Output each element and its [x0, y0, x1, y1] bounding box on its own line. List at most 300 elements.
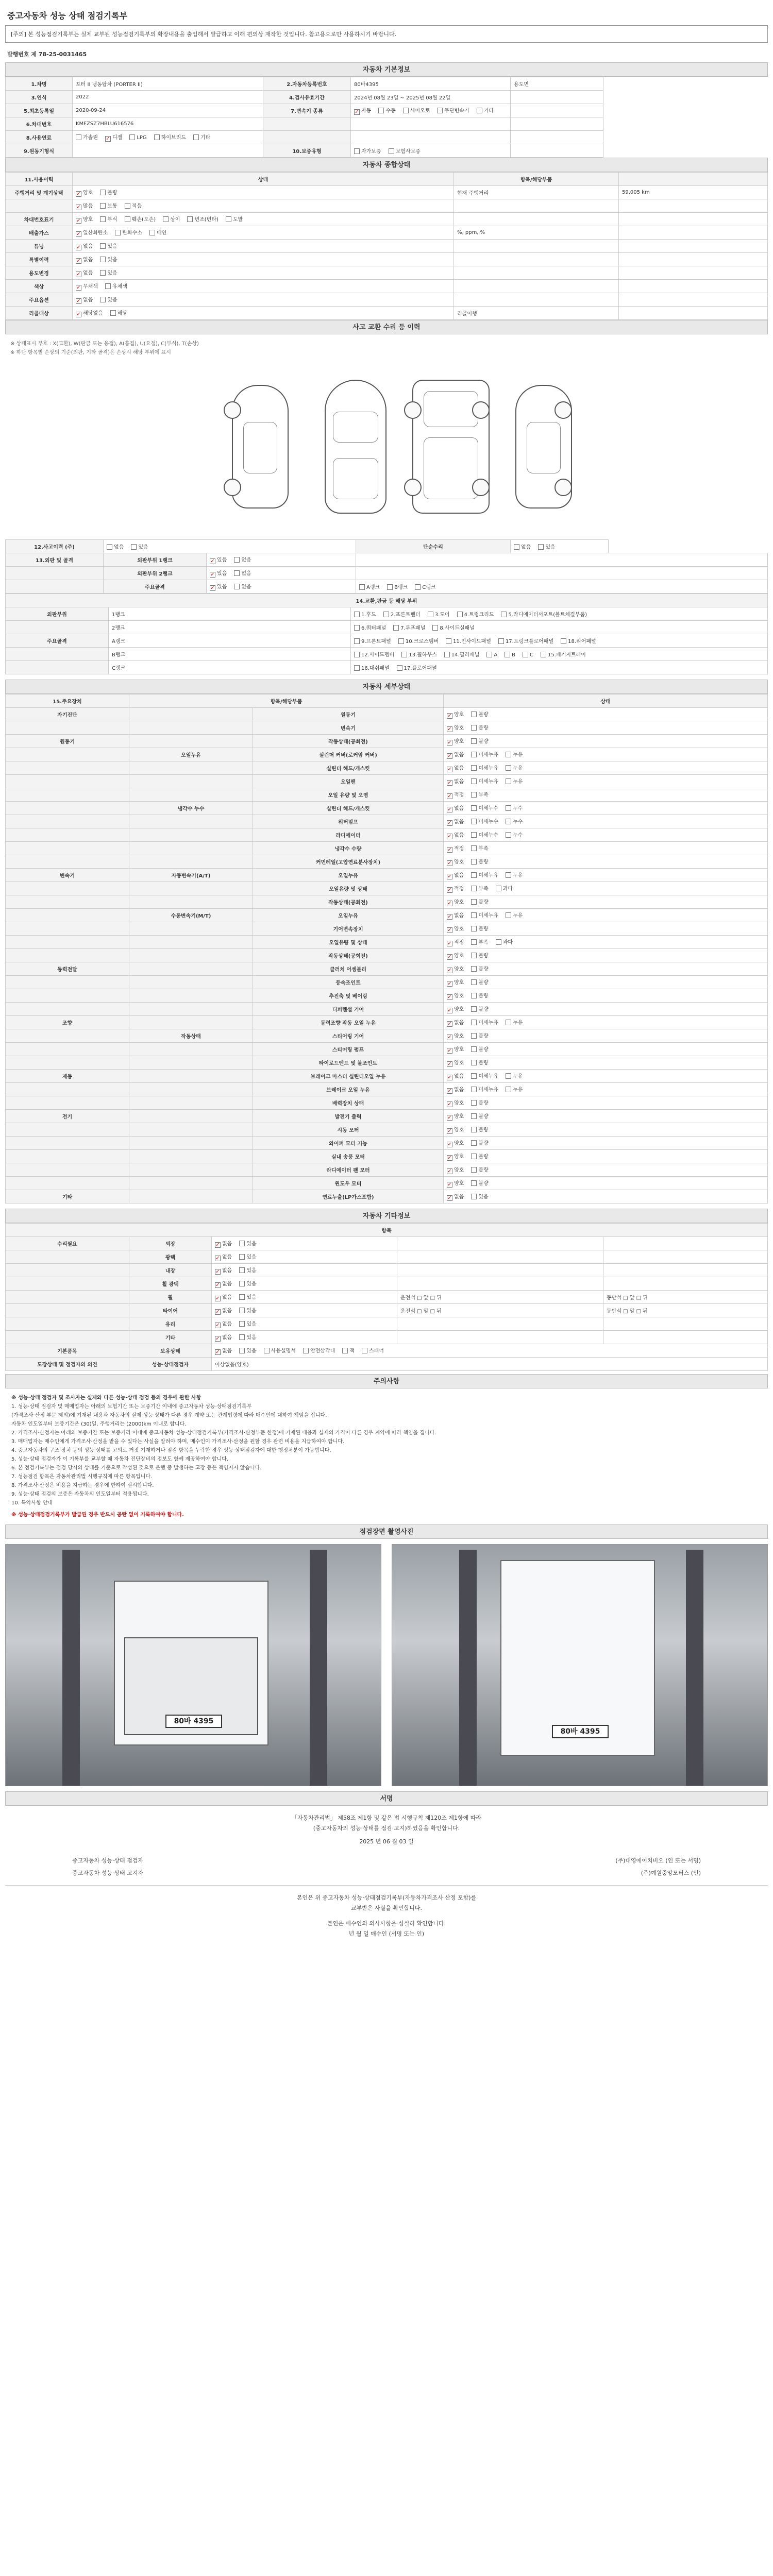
checkbox-icon: [506, 765, 511, 771]
detail-group: [6, 1137, 129, 1150]
option-checkbox[interactable]: [447, 790, 464, 799]
option-checkbox[interactable]: [447, 723, 464, 732]
general-right-value: [619, 226, 768, 240]
option-checkbox[interactable]: [471, 844, 488, 852]
checkbox-icon: [506, 1020, 511, 1025]
option-checkbox[interactable]: [76, 201, 93, 210]
general-right: [454, 253, 619, 266]
detail-item: 실린더 커버(로커암 커버): [253, 748, 444, 761]
option-checkbox[interactable]: [76, 215, 93, 224]
detail-row: [6, 1096, 768, 1110]
option-checkbox[interactable]: [234, 582, 251, 590]
option-checkbox[interactable]: [471, 1179, 488, 1187]
detail-row: [6, 922, 768, 936]
option-checkbox[interactable]: [76, 309, 103, 317]
option-checkbox[interactable]: [471, 737, 488, 744]
option-checkbox[interactable]: [457, 610, 494, 618]
detail-options: [444, 1110, 768, 1123]
option-checkbox[interactable]: [342, 1346, 355, 1354]
inspector-row: 중고자동차 성능·상태 점검자 (주)대영에이치비오 (인 또는 서명): [72, 1857, 701, 1864]
option-checkbox[interactable]: [471, 723, 488, 731]
option-checkbox[interactable]: [471, 1085, 498, 1093]
option-checkbox[interactable]: [100, 255, 117, 263]
option-checkbox[interactable]: [239, 1333, 256, 1341]
option-checkbox[interactable]: [506, 764, 523, 771]
option-label: B: [512, 652, 516, 658]
option-label: 없음: [454, 779, 464, 785]
option-checkbox[interactable]: [505, 652, 515, 658]
option-checkbox[interactable]: [354, 610, 376, 618]
option-checkbox[interactable]: [76, 268, 93, 277]
option-checkbox[interactable]: [498, 637, 553, 645]
detail-row: [6, 802, 768, 815]
option-checkbox[interactable]: [378, 106, 395, 114]
option-checkbox[interactable]: [471, 924, 488, 932]
detail-sub: [129, 788, 253, 802]
option-checkbox[interactable]: [506, 777, 523, 785]
checkbox-icon: [226, 216, 231, 222]
option-checkbox[interactable]: [76, 133, 98, 141]
option-checkbox[interactable]: [447, 1018, 464, 1027]
detail-sub: 자동변속기(A/T): [129, 869, 253, 882]
option-label: 불량: [478, 967, 489, 972]
detail-item: 워터펌프: [253, 815, 444, 828]
option-checkbox[interactable]: [447, 804, 464, 812]
option-checkbox[interactable]: [447, 1005, 464, 1013]
option-checkbox[interactable]: [105, 282, 127, 290]
checkbox-icon: ✓: [76, 231, 81, 237]
checkbox-icon: ✓: [447, 1021, 452, 1027]
option-checkbox[interactable]: [125, 215, 156, 223]
option-checkbox[interactable]: [210, 569, 227, 578]
option-checkbox[interactable]: [506, 831, 523, 838]
option-label: 양호: [454, 953, 464, 959]
accident-extra: [356, 580, 768, 594]
option-checkbox[interactable]: [471, 938, 488, 945]
detail-options: [444, 815, 768, 828]
option-label: 양호: [454, 859, 464, 865]
checkbox-icon: ✓: [215, 1282, 220, 1288]
option-checkbox[interactable]: [471, 978, 488, 986]
parts-group: [6, 621, 109, 634]
option-checkbox[interactable]: [447, 924, 464, 933]
checkbox-icon: [471, 725, 477, 731]
option-checkbox[interactable]: [354, 623, 386, 631]
detail-group: [6, 909, 129, 922]
checkbox-icon: [561, 638, 566, 644]
option-checkbox[interactable]: [76, 242, 93, 250]
legend-line-2: ※ 하단 항목별 손상의 기준(외판, 기타 골격)은 손상시 해당 부위에 표시: [10, 350, 171, 355]
detail-options: [444, 708, 768, 721]
option-checkbox[interactable]: [447, 1058, 464, 1067]
accident-row: [6, 540, 768, 553]
general-options: [73, 199, 454, 213]
option-checkbox[interactable]: [401, 650, 437, 658]
option-checkbox[interactable]: [154, 133, 186, 141]
general-options: [73, 266, 454, 280]
option-checkbox[interactable]: [447, 817, 464, 826]
detail-sub: 오일누유: [129, 748, 253, 761]
option-checkbox[interactable]: [215, 1239, 232, 1248]
accident-label: [6, 567, 104, 580]
option-label: 불량: [478, 953, 489, 959]
option-checkbox[interactable]: [239, 1306, 256, 1314]
option-label: 있음: [246, 1308, 257, 1314]
general-right: [454, 199, 619, 213]
option-checkbox[interactable]: [471, 911, 498, 919]
option-checkbox[interactable]: [514, 543, 531, 550]
option-checkbox[interactable]: [471, 1192, 488, 1200]
detail-row: [6, 708, 768, 721]
option-checkbox[interactable]: [110, 309, 127, 316]
option-checkbox[interactable]: [76, 255, 93, 264]
option-checkbox[interactable]: [76, 188, 93, 197]
option-label: 있음: [246, 1268, 257, 1274]
option-checkbox[interactable]: [447, 1045, 464, 1054]
option-checkbox[interactable]: [471, 1098, 488, 1106]
option-checkbox[interactable]: [239, 1346, 256, 1354]
option-checkbox[interactable]: [506, 1085, 523, 1093]
option-checkbox[interactable]: [447, 1192, 464, 1201]
option-checkbox[interactable]: [215, 1346, 232, 1355]
option-label: 잭: [349, 1348, 355, 1354]
general-label: 주행거리 및 계기상태: [6, 186, 73, 199]
option-label: 미세누유: [478, 1074, 498, 1079]
option-checkbox[interactable]: [538, 543, 555, 550]
option-checkbox[interactable]: [362, 1346, 384, 1354]
option-checkbox[interactable]: [447, 764, 464, 772]
option-checkbox[interactable]: [100, 188, 117, 196]
option-checkbox[interactable]: [239, 1319, 256, 1327]
option-checkbox[interactable]: [239, 1279, 256, 1287]
option-checkbox[interactable]: [447, 938, 464, 946]
option-checkbox[interactable]: [437, 106, 469, 114]
other-blank: [603, 1277, 768, 1291]
option-checkbox[interactable]: [187, 215, 218, 223]
parts-rank: 1랭크: [109, 607, 351, 621]
option-checkbox[interactable]: [477, 106, 494, 114]
option-checkbox[interactable]: [354, 106, 371, 115]
option-checkbox[interactable]: [389, 147, 421, 155]
option-checkbox[interactable]: [471, 964, 488, 972]
option-checkbox[interactable]: [471, 831, 498, 838]
option-checkbox[interactable]: [447, 911, 464, 920]
option-checkbox[interactable]: [471, 1005, 488, 1012]
option-checkbox[interactable]: [193, 133, 210, 141]
option-checkbox[interactable]: [471, 1165, 488, 1173]
option-label: 없음: [454, 806, 464, 811]
tire-label: 동반석: [607, 1309, 621, 1314]
other-item: 타이어: [129, 1304, 212, 1317]
checkbox-icon: [471, 926, 477, 931]
option-checkbox[interactable]: [471, 897, 488, 905]
option-checkbox[interactable]: [387, 583, 408, 590]
option-checkbox[interactable]: [506, 1072, 523, 1079]
option-checkbox[interactable]: [215, 1333, 232, 1342]
option-checkbox[interactable]: [264, 1346, 296, 1354]
basic-info-table: [5, 77, 768, 158]
option-label: 18.리어패널: [568, 639, 596, 645]
option-checkbox[interactable]: [496, 938, 513, 945]
option-label: 양호: [454, 1047, 464, 1053]
option-label: 없음: [222, 1335, 232, 1341]
option-checkbox[interactable]: [471, 1018, 498, 1026]
option-checkbox[interactable]: [215, 1279, 232, 1288]
option-checkbox[interactable]: [471, 1031, 488, 1039]
checkbox-icon: ✓: [447, 1035, 452, 1040]
checkbox-icon: ✓: [210, 558, 215, 564]
option-checkbox[interactable]: [115, 228, 142, 236]
option-checkbox[interactable]: [215, 1266, 232, 1275]
option-checkbox[interactable]: [354, 637, 391, 645]
option-checkbox[interactable]: [76, 282, 98, 291]
checkbox-icon: [239, 1294, 245, 1300]
option-checkbox[interactable]: [215, 1306, 232, 1315]
checkbox-icon: [378, 108, 384, 113]
option-checkbox[interactable]: [447, 1165, 464, 1174]
option-checkbox[interactable]: [471, 804, 498, 811]
checkbox-icon: [471, 1100, 477, 1106]
checkbox-icon: [354, 652, 360, 657]
option-checkbox[interactable]: [125, 201, 142, 209]
other-item: 기타: [129, 1331, 212, 1344]
option-checkbox[interactable]: [444, 650, 480, 658]
detail-sub: [129, 1110, 253, 1123]
option-checkbox[interactable]: [239, 1266, 256, 1274]
checkbox-icon: [389, 148, 394, 154]
checkbox-icon: [354, 148, 360, 154]
checkbox-icon: [471, 912, 477, 918]
option-checkbox[interactable]: [428, 610, 450, 618]
option-checkbox[interactable]: [100, 215, 117, 223]
option-label: 누유: [512, 1020, 523, 1026]
option-checkbox[interactable]: [100, 242, 117, 249]
option-checkbox[interactable]: [447, 897, 464, 906]
option-checkbox[interactable]: [447, 951, 464, 960]
option-checkbox[interactable]: [447, 844, 464, 853]
other-row: [6, 1291, 768, 1304]
checkbox-icon: [506, 805, 511, 811]
other-blank: [397, 1317, 603, 1331]
option-checkbox[interactable]: [471, 1112, 488, 1120]
detail-head: 15.주요장치: [6, 694, 129, 708]
option-label: 누유: [512, 766, 523, 771]
document-title: 중고자동차 성능 상태 점검기록부: [7, 11, 128, 21]
option-checkbox[interactable]: [234, 569, 251, 577]
option-checkbox[interactable]: [447, 1139, 464, 1147]
option-checkbox[interactable]: [506, 911, 523, 919]
option-label: 불량: [478, 1007, 489, 1012]
option-checkbox[interactable]: [215, 1293, 232, 1301]
checkbox-icon: [471, 1167, 477, 1173]
detail-options: [444, 761, 768, 775]
option-checkbox[interactable]: [76, 228, 108, 237]
option-checkbox[interactable]: [506, 804, 523, 811]
option-checkbox[interactable]: [447, 991, 464, 1000]
option-checkbox[interactable]: [447, 1031, 464, 1040]
option-checkbox[interactable]: [131, 543, 148, 550]
basic-empty: [511, 144, 603, 158]
detail-group: [6, 802, 129, 815]
option-checkbox[interactable]: [447, 857, 464, 866]
option-label: 불량: [478, 1181, 489, 1187]
option-checkbox[interactable]: [471, 777, 498, 785]
option-checkbox[interactable]: [354, 664, 390, 671]
option-checkbox[interactable]: [226, 215, 243, 223]
option-checkbox[interactable]: [354, 650, 394, 658]
option-checkbox[interactable]: [215, 1319, 232, 1328]
other-options: [212, 1277, 397, 1291]
option-checkbox[interactable]: [215, 1252, 232, 1261]
option-label: 10.크로스멤버: [405, 639, 439, 645]
option-checkbox[interactable]: [471, 710, 488, 718]
option-checkbox[interactable]: [432, 623, 475, 631]
checkbox-icon: ✓: [210, 585, 215, 591]
option-label: 양호: [454, 900, 464, 905]
option-checkbox[interactable]: [447, 750, 464, 759]
option-label: A: [494, 652, 498, 658]
option-checkbox[interactable]: [239, 1293, 256, 1300]
detail-group: [6, 761, 129, 775]
checkbox-icon: ✓: [447, 1101, 452, 1107]
option-checkbox[interactable]: [447, 1125, 464, 1134]
option-checkbox[interactable]: [129, 134, 146, 141]
option-label: 양호: [454, 1154, 464, 1160]
general-label: 용도변경: [6, 266, 73, 280]
checkbox-icon: [471, 1033, 477, 1039]
detail-group: [6, 949, 129, 962]
option-checkbox[interactable]: [471, 857, 488, 865]
option-checkbox[interactable]: [447, 978, 464, 987]
option-checkbox[interactable]: [541, 650, 586, 658]
option-checkbox[interactable]: [447, 710, 464, 719]
detail-item: 추진축 및 베어링: [253, 989, 444, 1003]
option-checkbox[interactable]: [486, 652, 497, 658]
general-right: [454, 240, 619, 253]
option-checkbox[interactable]: [471, 884, 488, 892]
option-checkbox[interactable]: [506, 817, 523, 825]
option-checkbox[interactable]: [359, 583, 380, 590]
detail-options: [444, 1070, 768, 1083]
general-label: 배출가스: [6, 226, 73, 240]
detail-row: [6, 735, 768, 748]
option-checkbox[interactable]: [354, 147, 381, 155]
option-checkbox[interactable]: [383, 610, 421, 618]
option-checkbox[interactable]: [303, 1346, 335, 1354]
checkbox-icon: [471, 1194, 477, 1199]
detail-options: [444, 735, 768, 748]
detail-sub: [129, 976, 253, 989]
detail-group: 동력전달: [6, 962, 129, 976]
tire-label: 운전석: [400, 1309, 415, 1314]
option-checkbox[interactable]: [149, 228, 166, 236]
option-checkbox[interactable]: [447, 1085, 464, 1094]
option-checkbox[interactable]: [471, 790, 488, 798]
option-checkbox[interactable]: [447, 831, 464, 839]
option-checkbox[interactable]: [76, 295, 93, 304]
option-checkbox[interactable]: [105, 133, 122, 142]
option-label: 있음: [107, 257, 117, 263]
option-checkbox[interactable]: [447, 1098, 464, 1107]
option-checkbox[interactable]: [471, 1139, 488, 1146]
option-checkbox[interactable]: [471, 1072, 498, 1079]
option-checkbox[interactable]: [447, 871, 464, 879]
option-checkbox[interactable]: [471, 951, 488, 959]
basic-row: [6, 144, 768, 158]
other-item: 유리: [129, 1317, 212, 1331]
option-checkbox[interactable]: [471, 817, 498, 825]
option-checkbox[interactable]: [234, 555, 251, 563]
option-checkbox[interactable]: [471, 1152, 488, 1160]
option-checkbox[interactable]: [471, 1058, 488, 1066]
option-checkbox[interactable]: [471, 1045, 488, 1053]
checkbox-icon: [446, 638, 451, 644]
option-checkbox[interactable]: [403, 106, 430, 114]
option-checkbox[interactable]: [447, 1152, 464, 1161]
option-checkbox[interactable]: [506, 1018, 523, 1026]
option-checkbox[interactable]: [239, 1239, 256, 1247]
other-row: [6, 1250, 768, 1264]
option-checkbox[interactable]: [471, 764, 498, 771]
option-checkbox[interactable]: [447, 1179, 464, 1188]
option-checkbox[interactable]: [100, 268, 117, 276]
option-label: 양호: [454, 1141, 464, 1146]
other-item: 내장: [129, 1264, 212, 1277]
checkbox-icon: [100, 297, 106, 302]
option-checkbox[interactable]: [210, 555, 227, 564]
option-checkbox[interactable]: [506, 871, 523, 878]
option-checkbox[interactable]: [471, 871, 498, 878]
option-label: 기타: [483, 108, 494, 114]
option-checkbox[interactable]: [397, 664, 437, 671]
option-checkbox[interactable]: [471, 750, 498, 758]
option-checkbox[interactable]: [447, 884, 464, 893]
option-checkbox[interactable]: [163, 215, 180, 223]
option-checkbox[interactable]: [447, 1112, 464, 1121]
option-checkbox[interactable]: [501, 610, 587, 618]
option-checkbox[interactable]: [107, 543, 124, 550]
option-checkbox[interactable]: [239, 1252, 256, 1260]
detail-item: 작동상태(공회전): [253, 949, 444, 962]
option-checkbox[interactable]: [523, 652, 533, 658]
option-checkbox[interactable]: [447, 777, 464, 786]
option-checkbox[interactable]: [415, 583, 435, 590]
option-checkbox[interactable]: [471, 1125, 488, 1133]
option-checkbox[interactable]: [561, 637, 596, 645]
detail-options: [444, 1056, 768, 1070]
option-checkbox[interactable]: [506, 750, 523, 758]
option-checkbox[interactable]: [398, 637, 439, 645]
option-checkbox[interactable]: [100, 295, 117, 303]
general-label: 색상: [6, 280, 73, 293]
option-checkbox[interactable]: [496, 884, 513, 892]
option-checkbox[interactable]: [447, 964, 464, 973]
basic-empty: [511, 104, 603, 117]
detail-row: [6, 895, 768, 909]
option-label: 11.인사이드패널: [453, 639, 491, 645]
option-checkbox[interactable]: [446, 637, 491, 645]
option-checkbox[interactable]: [210, 582, 227, 591]
option-label: 있음: [138, 545, 148, 550]
option-label: 없음: [241, 584, 251, 590]
option-checkbox[interactable]: [447, 737, 464, 745]
option-checkbox[interactable]: [471, 991, 488, 999]
option-checkbox[interactable]: [100, 201, 117, 209]
option-checkbox[interactable]: [393, 623, 425, 631]
option-checkbox[interactable]: [447, 1072, 464, 1080]
option-label: 없음: [454, 1020, 464, 1026]
option-label: 9.프론트패널: [361, 639, 391, 645]
